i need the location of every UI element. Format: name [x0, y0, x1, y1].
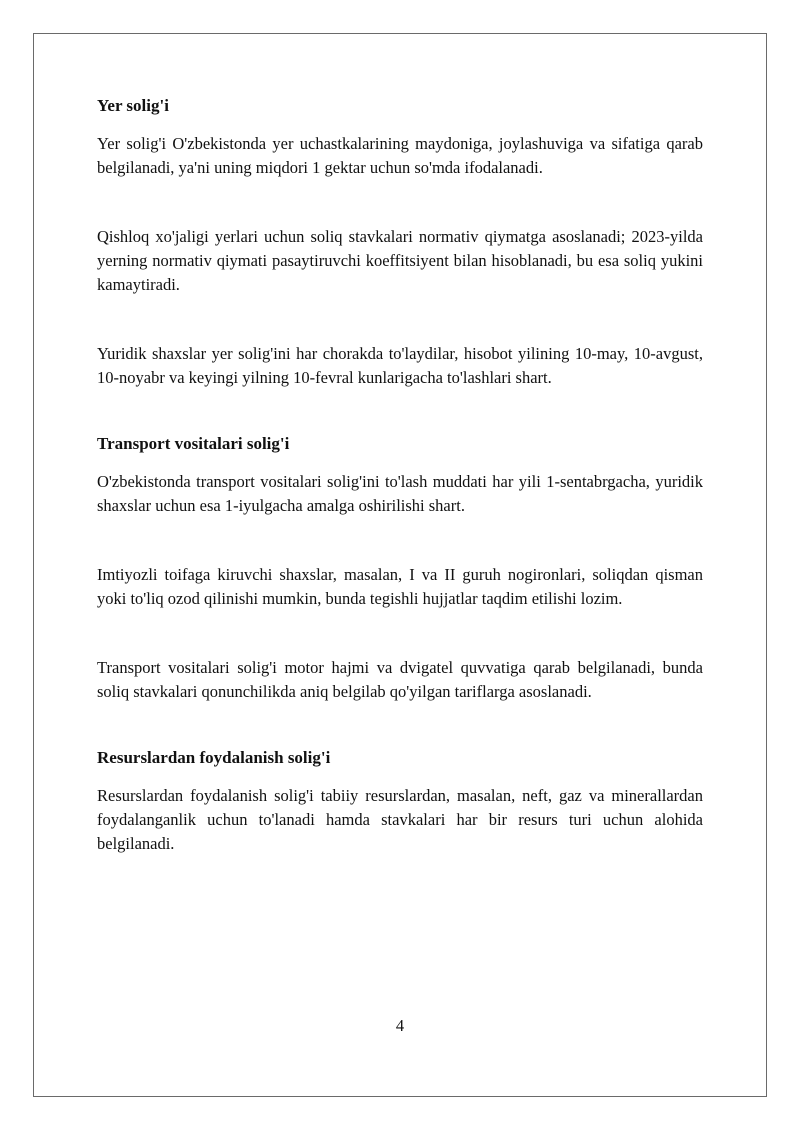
- paragraph: Imtiyozli toifaga kiruvchi shaxslar, masalan, I va II guruh nogironlari, soliqdan qisman yoki to'liq ozod qilinishi mumkin, bunda tegishli hujjatlar taqdim etilishi lozim.: [97, 565, 703, 608]
- section-heading: Yer solig'i: [97, 96, 169, 115]
- section-transport-tax: [97, 432, 703, 704]
- paragraph: Resurslardan foydalanish solig'i tabiiy resurslardan, masalan, neft, gaz va minerallardan foydalanganlik uchun to'lanadi hamda stavkalari har bir resurs turi uchun alohida belgilanadi.: [97, 786, 703, 853]
- section-heading: Transport vositalari solig'i: [97, 434, 290, 453]
- paragraph: Yer solig'i O'zbekistonda yer uchastkalarining maydoniga, joylashuviga va sifatiga qarab belgilanadi, ya'ni uning miqdori 1 gektar uchun so'mda ifodalanadi.: [97, 134, 703, 177]
- page-number: 4: [395, 1016, 405, 1035]
- paragraph: Transport vositalari solig'i motor hajmi va dvigatel quvvatiga qarab belgilanadi, bunda soliq stavkalari qonunchilikda aniq belgilab qo'yilgan tariflarga asoslanadi.: [97, 658, 703, 701]
- section-heading: Resurslardan foydalanish solig'i: [97, 748, 331, 767]
- section-resource-tax: [97, 746, 703, 856]
- section-land-tax: [97, 94, 703, 390]
- document-body: [97, 94, 703, 856]
- paragraph: Qishloq xo'jaligi yerlari uchun soliq stavkalari normativ qiymatga asoslanadi; 2023-yilda yerning normativ qiymati pasaytiruvchi koeffitsiyent bilan hisoblanadi, bu esa soliq yukini kamaytiradi.: [97, 227, 703, 294]
- paragraph: Yuridik shaxslar yer solig'ini har chorakda to'laydilar, hisobot yilining 10-may, 10-avgust, 10-noyabr va keyingi yilning 10-fevral kunlarigacha to'lashlari shart.: [97, 344, 703, 387]
- paragraph: O'zbekistonda transport vositalari solig'ini to'lash muddati har yili 1-sentabrgacha, yuridik shaxslar uchun esa 1-iyulgacha amalga oshirilishi shart.: [97, 472, 703, 515]
